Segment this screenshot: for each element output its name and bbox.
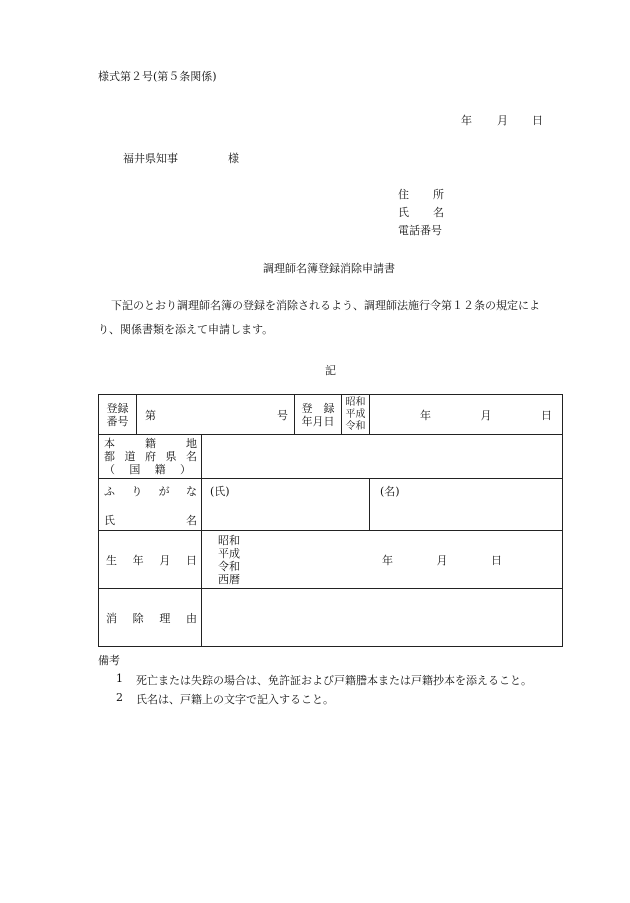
application-table: [98, 394, 563, 647]
reg-date-month: 月: [480, 408, 492, 422]
domicile-line-2: 都 道 府 県 名: [104, 450, 197, 463]
birth-era-options: 昭和 平成 令和 西暦: [218, 533, 240, 586]
deletion-reason-label-cell: 消 除 理 由: [99, 589, 202, 647]
notes-heading: 備考: [98, 654, 120, 667]
document-title: 調理師名簿登録消除申請書: [263, 262, 395, 275]
reg-number-label-cell: 登録 番号: [99, 395, 137, 435]
body-line-1: 下記のとおり調理師名簿の登録を消除されるよう、調理師法施行令第１２条の規定によ: [111, 299, 540, 312]
note-item-2-num: 2: [116, 691, 123, 704]
reg-dai: 第: [145, 408, 156, 422]
body-line-2: り、関係書類を添えて申請します。: [98, 323, 274, 336]
given-name-label: (名): [380, 485, 400, 498]
date-day: 日: [532, 114, 543, 127]
reg-go: 号: [277, 408, 288, 422]
birthdate-field[interactable]: [202, 531, 563, 589]
note-item-1-text: 死亡または失踪の場合は、免許証および戸籍謄本または戸籍抄本を添えること。: [136, 674, 532, 687]
birthdate-label-cell: 生 年 月 日: [99, 531, 202, 589]
name-label: 氏 名: [104, 514, 197, 527]
addressee-name: 福井県知事: [123, 152, 178, 165]
applicant-name-label: 氏 名: [398, 206, 444, 219]
domicile-field[interactable]: [202, 435, 563, 479]
domicile-line-3: （ 国 籍 ）: [104, 463, 191, 476]
furigana-name-label-cell: [99, 479, 202, 531]
era-options-cell: 昭和 平成 令和: [342, 395, 370, 435]
form-number: 様式第２号(第５条関係): [98, 70, 217, 83]
reg-date-year: 年: [420, 408, 431, 422]
note-item-2-text: 氏名は、戸籍上の文字で記入すること。: [136, 693, 334, 706]
domicile-label-cell: [99, 435, 202, 479]
surname-field[interactable]: [202, 479, 370, 531]
deletion-reason-field[interactable]: [202, 589, 563, 647]
furigana-label: ふ り が な: [104, 485, 197, 498]
birth-year: 年: [382, 553, 393, 567]
date-line: [461, 112, 472, 128]
given-name-field[interactable]: [370, 479, 563, 531]
date-month: 月: [497, 114, 508, 127]
note-item-1-num: 1: [116, 672, 123, 685]
address-label: 住 所: [398, 188, 444, 201]
reg-number-field[interactable]: [137, 395, 295, 435]
birth-month: 月: [436, 553, 448, 567]
reg-date-label-cell: 登 録 年月日: [295, 395, 342, 435]
phone-label: 電話番号: [398, 224, 442, 237]
addressee-honorific: 様: [228, 152, 239, 165]
date-year: 年: [461, 114, 472, 127]
reg-date-field[interactable]: [370, 395, 563, 435]
reg-date-day: 日: [541, 408, 552, 422]
domicile-line-1: 本 籍 地: [104, 437, 197, 450]
birth-day: 日: [491, 553, 502, 567]
surname-label: (氏): [210, 485, 230, 498]
ki-heading: 記: [325, 364, 336, 377]
